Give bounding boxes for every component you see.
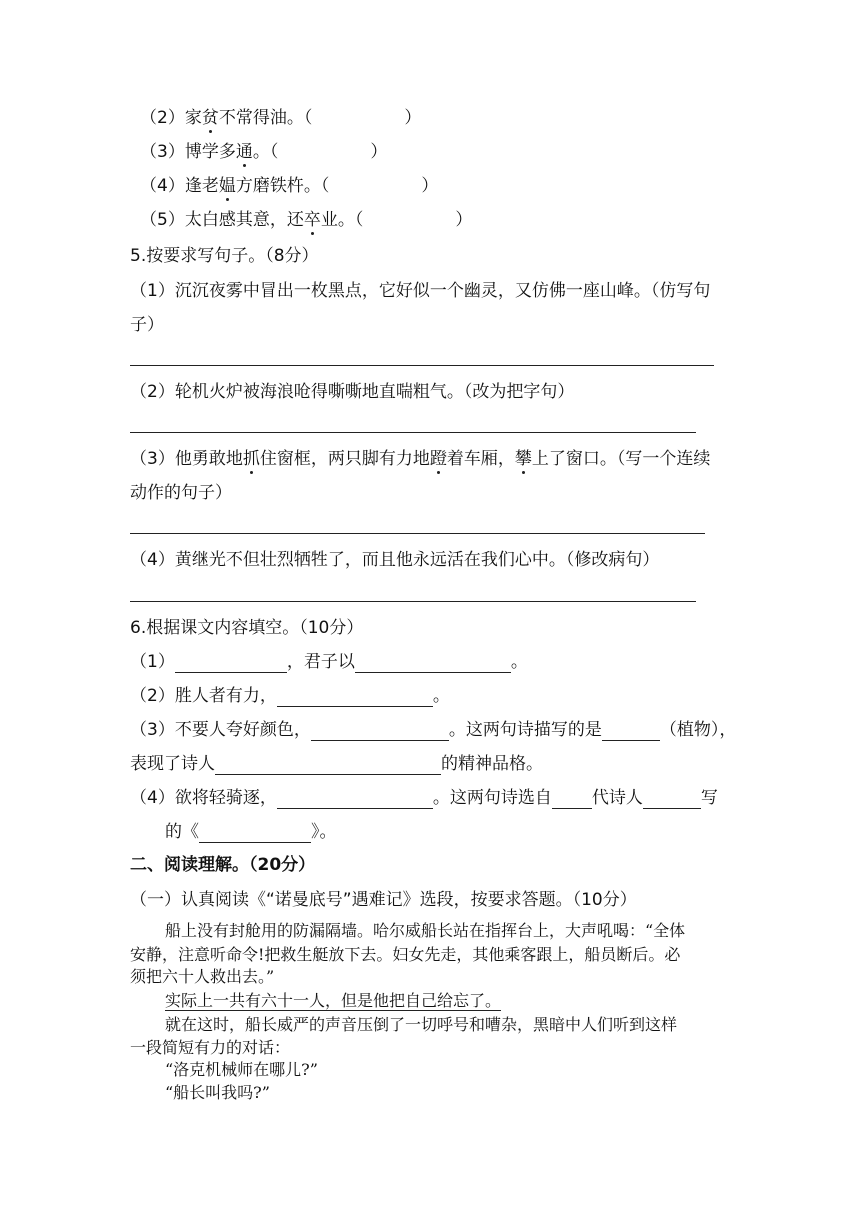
answer-line[interactable] xyxy=(130,533,705,534)
fill-blank[interactable] xyxy=(602,722,660,741)
fill-blank[interactable] xyxy=(175,654,287,673)
emphasis-char: 攀 xyxy=(514,449,532,469)
q6-line2: （2）胜人者有力， 。 xyxy=(130,686,450,706)
q4-item-5: （5）太白感其意，还卒业。（ ） xyxy=(140,210,473,230)
q5-s1-line2: 子） xyxy=(130,315,164,335)
q4-item-4: （4）逢老媪方磨铁杵。（ ） xyxy=(140,176,439,196)
q4-item-3: （3）博学多通。（ ） xyxy=(140,142,388,162)
emphasis-char: 媪 xyxy=(218,176,236,196)
section2-heading: 二、阅读理解。（20分） xyxy=(130,855,316,875)
q5-heading: 5.按要求写句子。（8分） xyxy=(130,246,319,266)
fill-blank[interactable] xyxy=(552,790,592,809)
q6-line4: （4）欲将轻骑逐， 。这两句诗选自 代诗人 写 xyxy=(130,788,718,808)
fill-blank[interactable] xyxy=(199,824,311,843)
dialogue-line-1: “洛克机械师在哪儿?” xyxy=(165,1060,318,1079)
fill-blank[interactable] xyxy=(277,790,433,809)
section2-subheading: （一）认真阅读《“诺曼底号”遇难记》选段，按要求答题。（10分） xyxy=(130,890,637,910)
emphasis-char: 蹬 xyxy=(429,449,447,469)
fill-blank[interactable] xyxy=(355,654,511,673)
passage-p1-line3: 须把六十人救出去。” xyxy=(130,967,275,986)
passage-p1-line2: 安静，注意听命令!把救生艇放下去。妇女先走，其他乘客跟上，船员断后。必 xyxy=(130,945,681,964)
q6-line1: （1） ，君子以 。 xyxy=(130,652,528,672)
emphasis-char: 通 xyxy=(235,142,253,162)
q5-s3-line1: （3）他勇敢地抓住窗框，两只脚有力地蹬着车厢，攀上了窗口。（写一个连续 xyxy=(130,449,711,469)
q5-s1-line1: （1）沉沉夜雾中冒出一枚黑点，它好似一个幽灵，又仿佛一座山峰。（仿写句 xyxy=(130,281,711,301)
passage-p3-line2: 一段简短有力的对话： xyxy=(130,1038,291,1057)
q6-line4b: 的《 》。 xyxy=(165,822,337,842)
passage-p2-underlined: 实际上一共有六十一人，但是他把自己给忘了。 xyxy=(165,991,502,1010)
q5-s3-line2: 动作的句子） xyxy=(130,483,232,503)
q6-line3b: 表现了诗人 的精神品格。 xyxy=(130,754,543,774)
fill-blank[interactable] xyxy=(215,756,441,775)
q5-s4: （4）黄继光不但壮烈牺牲了，而且他永远活在我们心中。（修改病句） xyxy=(130,550,660,570)
q6-line3: （3）不要人夸好颜色， 。这两句诗描写的是 （植物）， xyxy=(130,720,737,740)
fill-blank[interactable] xyxy=(643,790,701,809)
q4-item-2: （2）家贫不常得油。（ ） xyxy=(140,108,422,128)
q6-heading: 6.根据课文内容填空。（10分） xyxy=(130,618,364,638)
answer-line[interactable] xyxy=(130,432,696,433)
q5-s2: （2）轮机火炉被海浪呛得嘶嘶地直喘粗气。（改为把字句） xyxy=(130,382,575,402)
passage-p1-line1: 船上没有封舱用的防漏隔墙。哈尔威船长站在指挥台上，大声吼喝：“全体 xyxy=(165,921,686,940)
answer-line[interactable] xyxy=(130,365,714,366)
emphasis-char: 抓 xyxy=(242,449,260,469)
answer-line[interactable] xyxy=(130,601,696,602)
emphasis-char: 卒 xyxy=(303,210,321,230)
fill-blank[interactable] xyxy=(311,722,449,741)
emphasis-char: 贫 xyxy=(201,108,219,128)
passage-p3-line1: 就在这时，船长威严的声音压倒了一切呼号和嘈杂，黑暗中人们听到这样 xyxy=(165,1015,678,1034)
dialogue-line-2: “船长叫我吗?” xyxy=(165,1083,270,1102)
fill-blank[interactable] xyxy=(277,688,433,707)
